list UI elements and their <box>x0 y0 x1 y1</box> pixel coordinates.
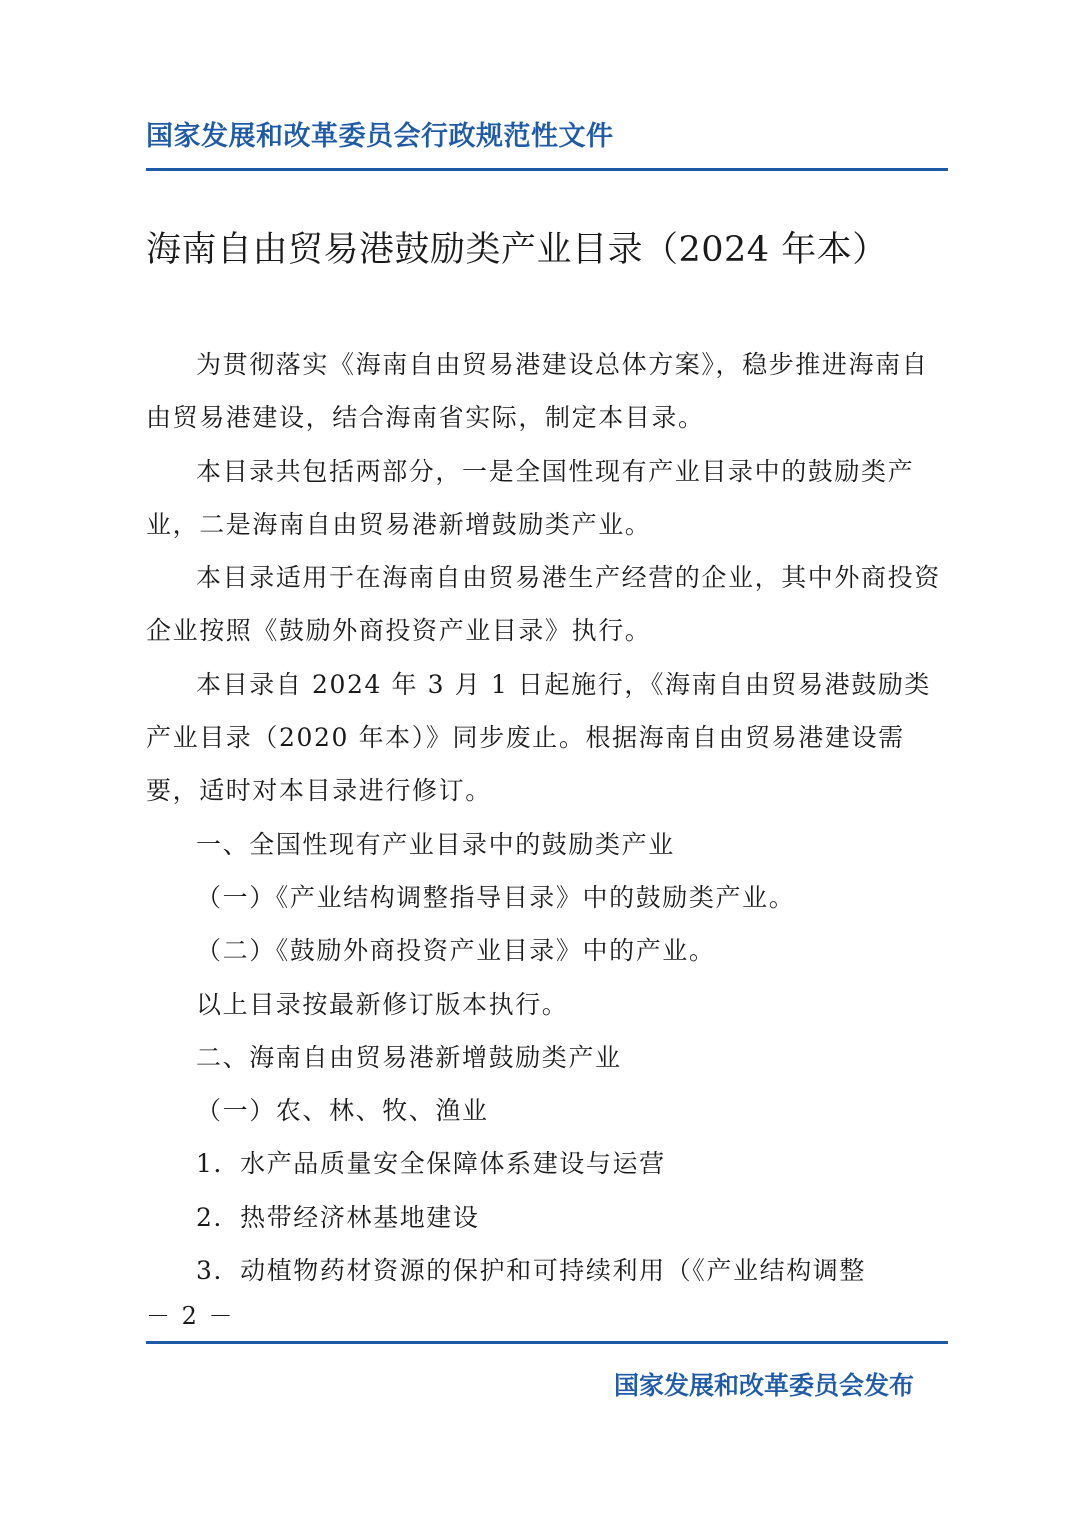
header-title: 国家发展和改革委员会行政规范性文件 <box>146 121 614 152</box>
section-heading: 二、海南自由贸易港新增鼓励类产业 <box>196 1042 622 1072</box>
list-item: 3．动植物药材资源的保护和可持续利用（《产业结构调整 <box>196 1256 867 1286</box>
header-divider <box>146 168 948 171</box>
page-number: － 2 － <box>146 1302 235 1330</box>
paragraph: 为贯彻落实《海南自由贸易港建设总体方案》，稳步推进海南自由贸易港建设，结合海南省实际，制定本目录。 <box>146 350 929 433</box>
list-item: （二）《鼓励外商投资产业目录》中的产业。 <box>196 936 716 966</box>
document-body <box>146 338 946 1297</box>
paragraph: 以上目录按最新修订版本执行。 <box>196 989 569 1019</box>
paragraph: 本目录适用于在海南自由贸易港生产经营的企业，其中外商投资企业按照《鼓励外商投资产业目录》执行。 <box>146 563 941 646</box>
paragraph: 本目录自 2024 年 3 月 1 日起施行，《海南自由贸易港鼓励类产业目录（2020 年本）》同步废止。根据海南自由贸易港建设需要，适时对本目录进行修订。 <box>146 669 932 806</box>
list-item: 2．热带经济林基地建设 <box>196 1202 480 1232</box>
document-title: 海南自由贸易港鼓励类产业目录（2024 年本） <box>146 230 888 270</box>
subsection-heading: （一）农、林、牧、渔业 <box>196 1096 489 1126</box>
footer-divider <box>146 1341 948 1344</box>
list-item: （一）《产业结构调整指导目录》中的鼓励类产业。 <box>196 882 796 912</box>
footer-publisher: 国家发展和改革委员会发布 <box>614 1371 915 1400</box>
section-heading: 一、全国性现有产业目录中的鼓励类产业 <box>196 829 675 859</box>
list-item: 1．水产品质量安全保障体系建设与运营 <box>196 1149 666 1179</box>
paragraph: 本目录共包括两部分，一是全国性现有产业目录中的鼓励类产业，二是海南自由贸易港新增鼓励类产业。 <box>146 456 915 539</box>
